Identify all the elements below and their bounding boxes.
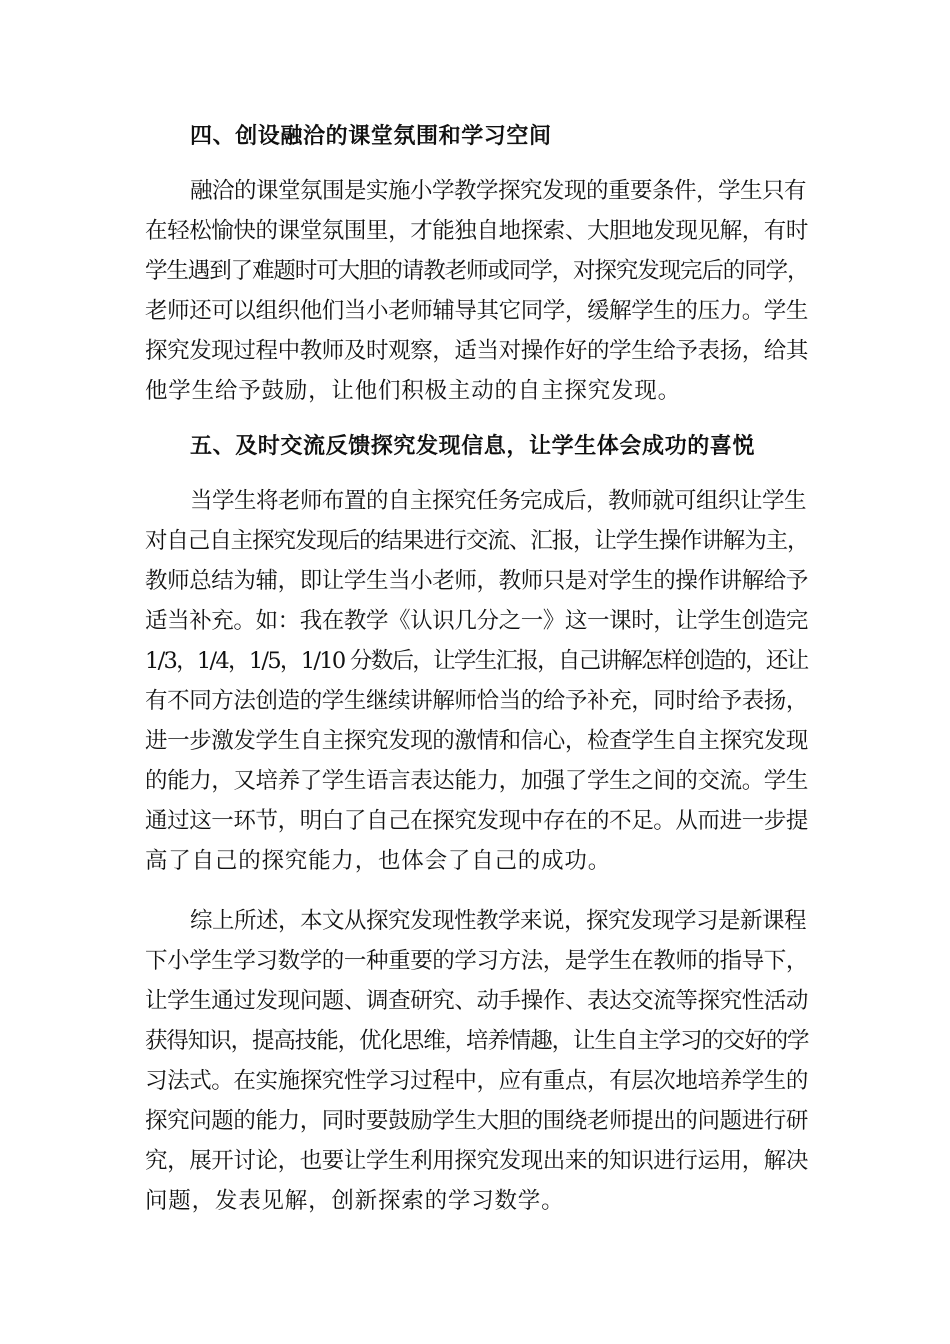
paragraph-line: 教师总结为辅，即让学生当小老师，教师只是对学生的操作讲解给予 <box>145 568 809 594</box>
paragraph-line: 适当补充。如：我在教学《认识几分之一》这一课时，让学生创造完 <box>145 608 809 634</box>
paragraph-line: 获得知识，提高技能，优化思维，培养情趣，让生自主学习的交好的学 <box>145 1028 809 1054</box>
section-four-heading: 四、创设融洽的课堂氛围和学习空间 <box>190 123 552 149</box>
paragraph-line: 老师还可以组织他们当小老师辅导其它同学，缓解学生的压力。学生 <box>145 298 809 324</box>
paragraph-line: 探究问题的能力，同时要鼓励学生大胆的围绕老师提出的问题进行研 <box>145 1108 809 1134</box>
paragraph-line: 对自己自主探究发现后的结果进行交流、汇报，让学生操作讲解为主， <box>145 528 809 554</box>
paragraph-line: 他学生给予鼓励，让他们积极主动的自主探究发现。 <box>145 378 681 404</box>
paragraph-line: 进一步激发学生自主探究发现的激情和信心，检查学生自主探究发现 <box>145 728 809 754</box>
paragraph-line: 究，展开讨论，也要让学生利用探究发现出来的知识进行运用，解决 <box>145 1148 809 1174</box>
section-five-heading: 五、及时交流反馈探究发现信息，让学生体会成功的喜悦 <box>190 433 756 459</box>
paragraph-line: 探究发现过程中教师及时观察，适当对操作好的学生给予表扬，给其 <box>145 338 809 364</box>
paragraph-line: 融洽的课堂氛围是实施小学教学探究发现的重要条件，学生只有 <box>190 178 807 204</box>
paragraph-line: 让学生通过发现问题、调查研究、动手操作、表达交流等探究性活动 <box>145 988 809 1014</box>
paragraph-line: 高了自己的探究能力，也体会了自己的成功。 <box>145 848 612 874</box>
paragraph-line: 有不同方法创造的学生继续讲解师恰当的给予补充，同时给予表扬， <box>145 688 809 714</box>
paragraph-line: 下小学生学习数学的一种重要的学习方法，是学生在教师的指导下， <box>145 948 809 974</box>
paragraph-line: 综上所述，本文从探究发现性教学来说，探究发现学习是新课程 <box>190 908 807 934</box>
paragraph-line: 在轻松愉快的课堂氛围里，才能独自地探索、大胆地发现见解，有时 <box>145 218 809 244</box>
paragraph-line: 通过这一环节，明白了自己在探究发现中存在的不足。从而进一步提 <box>145 808 809 834</box>
paragraph-line: 习法式。在实施探究性学习过程中，应有重点，有层次地培养学生的 <box>145 1068 809 1094</box>
paragraph-line: 问题，发表见解，创新探索的学习数学。 <box>145 1188 565 1214</box>
paragraph-line: 当学生将老师布置的自主探究任务完成后，教师就可组织让学生 <box>190 488 807 514</box>
paragraph-line: 的能力，又培养了学生语言表达能力，加强了学生之间的交流。学生 <box>145 768 809 794</box>
paragraph-line: 1/3，1/4，1/5，1/10 分数后，让学生汇报，自己讲解怎样创造的，还让 <box>145 648 808 674</box>
paragraph-line: 学生遇到了难题时可大胆的请教老师或同学，对探究发现完后的同学， <box>145 258 809 284</box>
